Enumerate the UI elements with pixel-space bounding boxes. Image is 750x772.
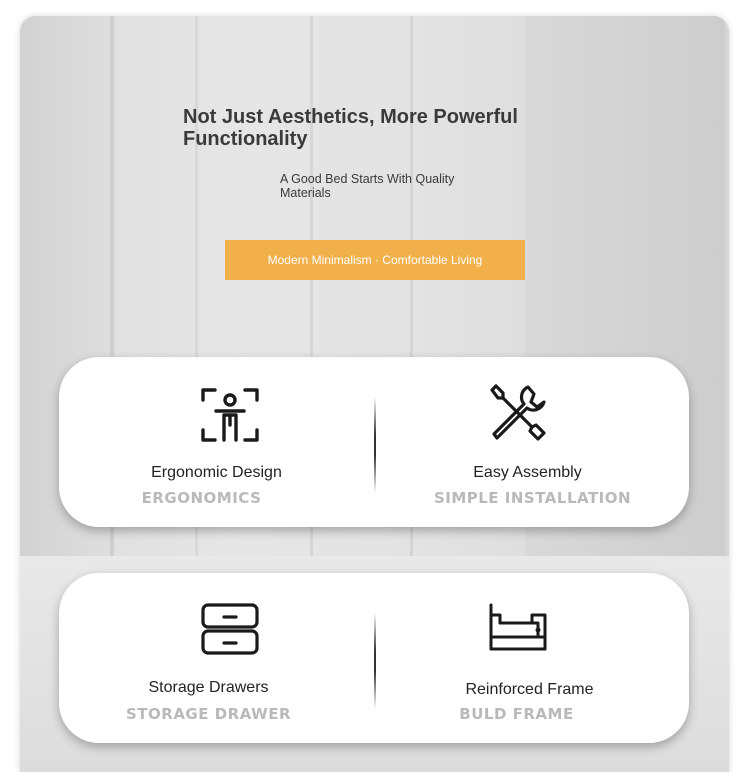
ergonomic-person-icon [200, 385, 260, 445]
feature-sublabel: ERGONOMICS [141, 489, 262, 507]
bed-frame-icon [488, 601, 548, 661]
drawers-icon [200, 601, 260, 661]
feature-sublabel: STORAGE DRAWER [125, 705, 291, 723]
feature-card [59, 357, 689, 527]
hero-subtitle: A Good Bed Starts With Quality Materials [280, 172, 455, 200]
product-poster [20, 16, 729, 772]
feature-storage [59, 573, 374, 743]
feature-label: Ergonomic Design [151, 464, 282, 481]
feature-sublabel: BULD FRAME [459, 705, 574, 723]
tools-icon [488, 382, 548, 442]
hero-banner: Modern Minimalism · Comfortable Living [225, 240, 525, 280]
feature-label: Reinforced Frame [465, 681, 594, 698]
feature-card [59, 573, 689, 743]
feature-label: Easy Assembly [473, 464, 582, 481]
hero-title: Not Just Aesthetics, More Powerful Functionality [183, 106, 518, 150]
feature-ergonomic [59, 357, 374, 527]
feature-label: Storage Drawers [148, 679, 269, 696]
feature-frame [375, 573, 690, 743]
feature-sublabel: SIMPLE INSTALLATION [433, 489, 632, 507]
feature-assembly [375, 357, 690, 527]
